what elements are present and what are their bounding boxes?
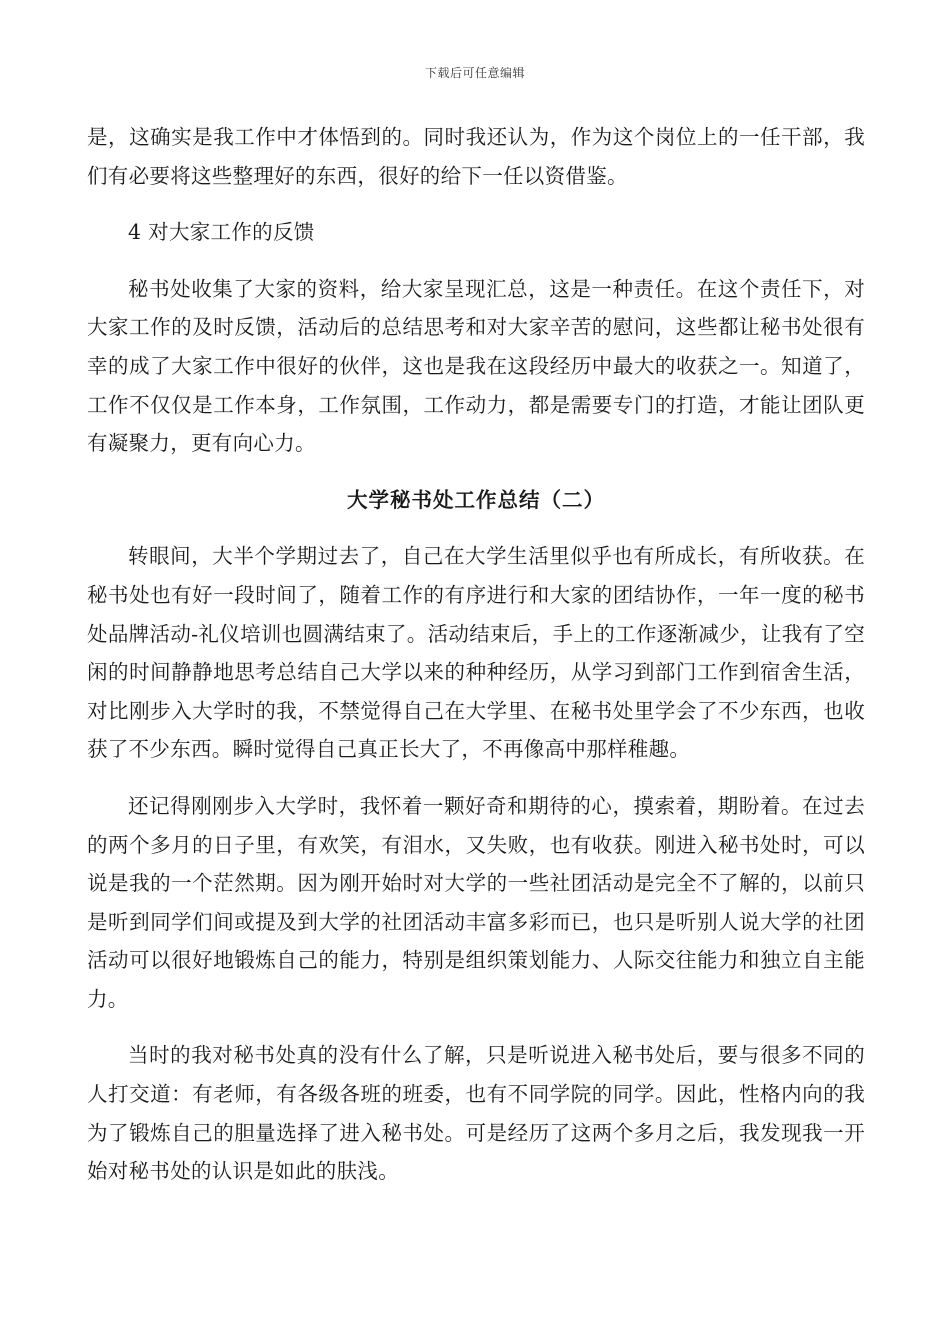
document-body	[87, 118, 865, 1191]
section-subheading: 4 对大家工作的反馈	[128, 220, 315, 245]
paragraph-spacer	[87, 463, 865, 481]
paragraph-spacer	[87, 252, 865, 270]
paragraph-continuation: 是，这确实是我工作中才体悟到的。同时我还认为，作为这个岗位上的一任干部，我们有必要将这些整理好的东西，很好的给下一任以资借鉴。	[87, 125, 865, 188]
paragraph-spacer	[87, 195, 865, 213]
paragraph-reflection: 当时的我对秘书处真的没有什么了解，只是听说进入秘书处后，要与很多不同的人打交道：有老师，有各级各班的班委，也有不同学院的同学。因此，性格内向的我为了锻炼自己的胆量选择了进入秘书处。可是经历了这两个多月之后，我发现我一开始对秘书处的认识是如此的肤浅。	[87, 1043, 865, 1184]
paragraph-feedback: 秘书处收集了大家的资料，给大家呈现汇总，这是一种责任。在这个责任下，对大家工作的及时反馈，活动后的总结思考和对大家辛苦的慰问，这些都让秘书处很有幸的成了大家工作中很好的伙伴，这也是我在这段经历中最大的收获之一。知道了，工作不仅仅是工作本身，工作氛围，工作动力，都是需要专门的打造，才能让团队更有凝聚力，更有向心力。	[87, 276, 865, 456]
paragraph-memory: 还记得刚刚步入大学时，我怀着一颗好奇和期待的心，摸索着，期盼着。在过去的两个多月的日子里，有欢笑，有泪水，又失败，也有收获。刚进入秘书处时，可以说是我的一个茫然期。因为刚开始时对大学的一些社团活动是完全不了解的，以前只是听到同学们间或提及到大学的社团活动丰富多彩而已，也只是听别人说大学的社团活动可以很好地锻炼自己的能力，特别是组织策划能力、人际交往能力和独立自主能力。	[87, 793, 865, 1011]
paragraph-spacer	[87, 769, 865, 787]
paragraph-spacer	[87, 1018, 865, 1036]
paragraph-spacer	[87, 519, 865, 537]
paragraph-intro: 转眼间，大半个学期过去了，自己在大学生活里似乎也有所成长，有所收获。在秘书处也有好一段时间了，随着工作的有序进行和大家的团结协作，一年一度的秘书处品牌活动-礼仪培训也圆满结束了。活动结束后，手上的工作逐渐减少，让我有了空闲的时间静静地思考总结自己大学以来的种种经历，从学习到部门工作到宿舍生活，对比刚步入大学时的我，不禁觉得自己在大学里、在秘书处里学会了不少东西，也收获了不少东西。瞬时觉得自己真正长大了，不再像高中那样稚趣。	[87, 544, 865, 762]
page-header-note: 下载后可任意编辑	[424, 66, 525, 80]
section-title: 大学秘书处工作总结（二）	[347, 487, 605, 512]
